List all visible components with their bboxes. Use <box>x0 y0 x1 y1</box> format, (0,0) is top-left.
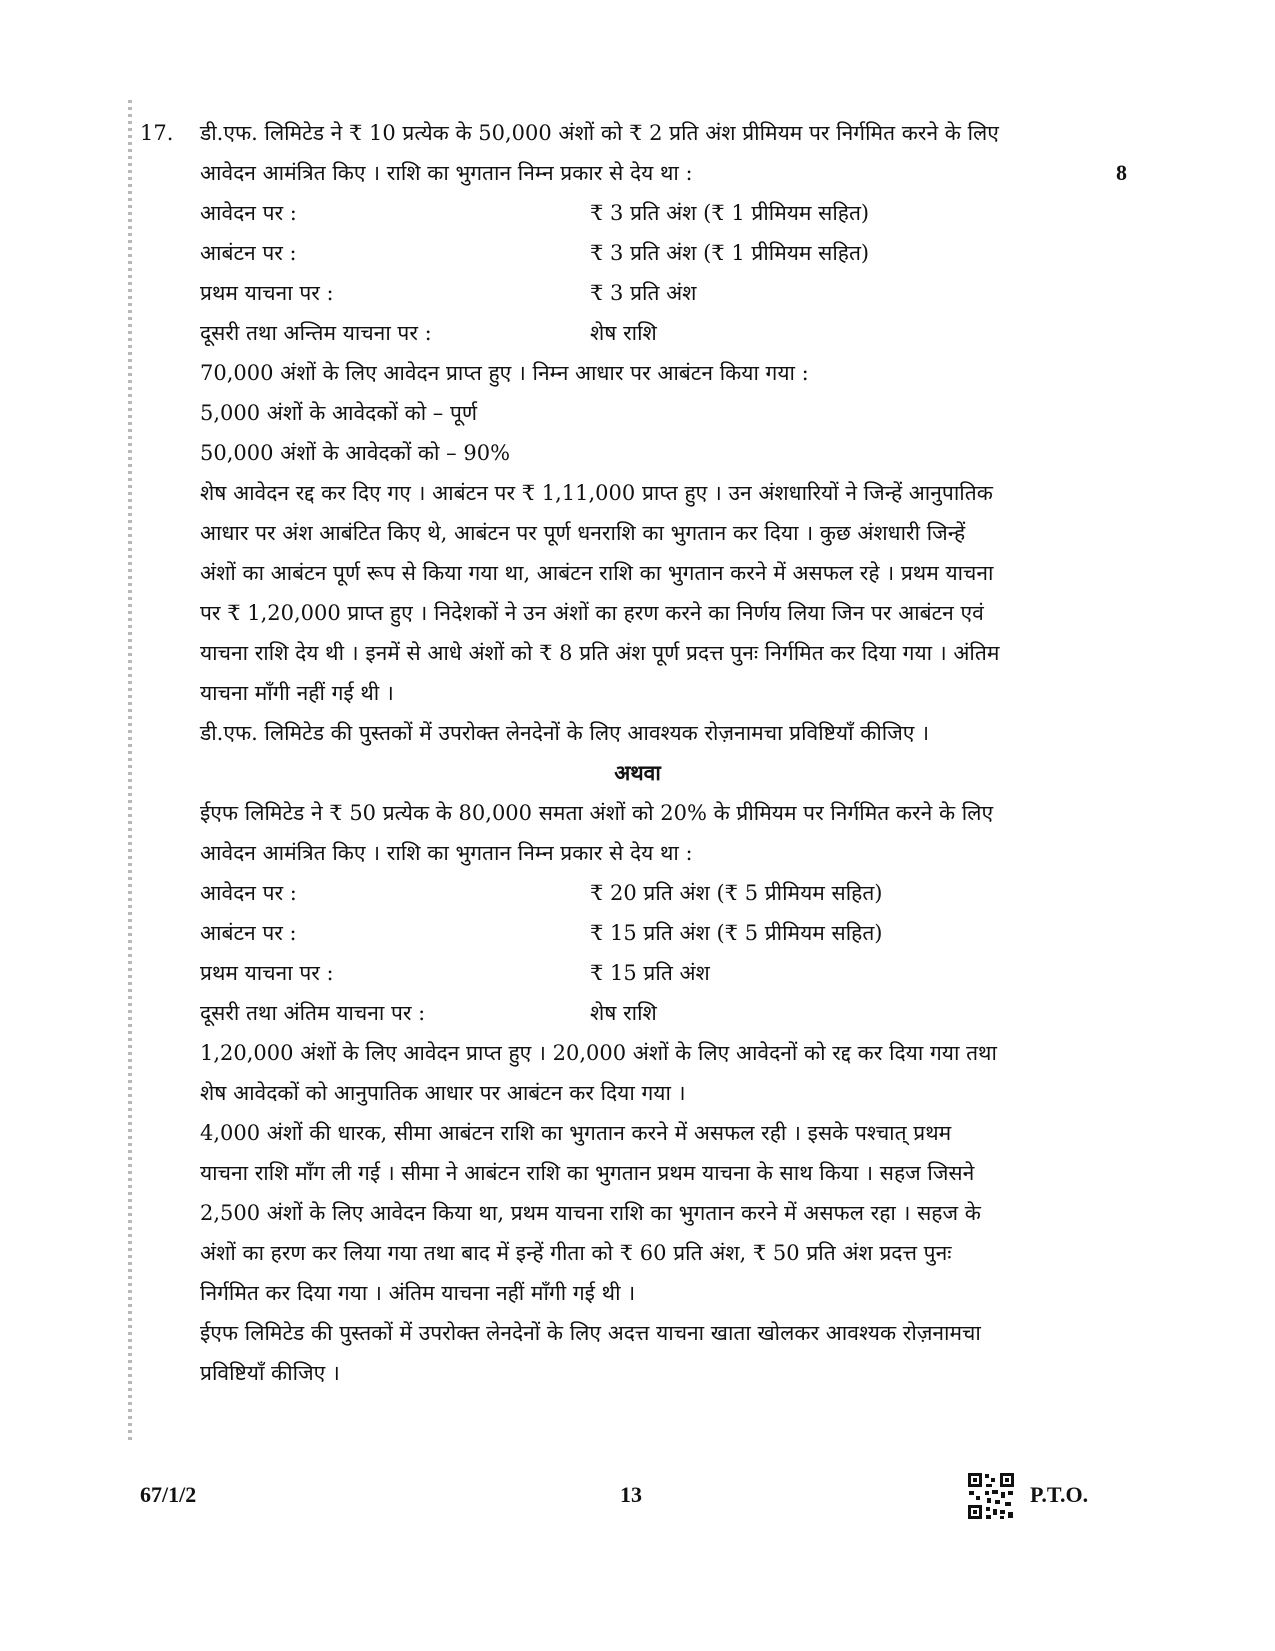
q2-text-line: ईएफ लिमिटेड की पुस्तकों में उपरोक्त लेनदेनों के लिए अदत्त याचना खाता खोलकर आवश्यक रोज़नामचा <box>200 1321 981 1345</box>
q1-text-line: शेष आवेदन रद्द कर दिए गए । आबंटन पर ₹ 1,11,000 प्राप्त हुए । उन अंशधारियों ने जिन्हें आनुपातिक <box>200 481 993 505</box>
q1-intro-line-1: डी.एफ. लिमिटेड ने ₹ 10 प्रत्येक के 50,000 अंशों को ₹ 2 प्रति अंश प्रीमियम पर निर्गमित करने के लिए <box>200 121 999 145</box>
q1-text-line: 70,000 अंशों के लिए आवेदन प्राप्त हुए । निम्न आधार पर आबंटन किया गया : <box>200 361 809 385</box>
q1-intro-line-2: आवेदन आमंत्रित किए । राशि का भुगतान निम्न प्रकार से देय था : <box>200 161 693 185</box>
q1-text-line: 5,000 अंशों के आवेदकों को – पूर्ण <box>200 401 478 425</box>
q2-schedule-label: आबंटन पर : <box>200 921 297 945</box>
q2-schedule-value: ₹ 15 प्रति अंश (₹ 5 प्रीमियम सहित) <box>590 921 883 945</box>
q2-text-line: प्रविष्टियाँ कीजिए । <box>200 1361 340 1385</box>
q1-text-line: पर ₹ 1,20,000 प्राप्त हुए । निदेशकों ने उन अंशों का हरण करने का निर्णय लिया जिन पर आबंटन एवं <box>200 601 984 625</box>
q1-text-line: अंशों का आबंटन पूर्ण रूप से किया गया था, आबंटन राशि का भुगतान करने में असफल रहे । प्रथम याचना <box>200 561 994 585</box>
q1-schedule-value: शेष राशि <box>590 321 657 345</box>
q1-text-line: डी.एफ. लिमिटेड की पुस्तकों में उपरोक्त लेनदेनों के लिए आवश्यक रोज़नामचा प्रविष्टियाँ कीजिए । <box>200 721 930 745</box>
pto-label: P.T.O. <box>1030 1482 1089 1507</box>
q2-text-line: अंशों का हरण कर लिया गया तथा बाद में इन्हें गीता को ₹ 60 प्रति अंश, ₹ 50 प्रति अंश प्रदत्त पुनः <box>200 1241 952 1265</box>
page-number: 13 <box>620 1482 642 1507</box>
question-number: 17. <box>140 121 174 145</box>
q1-text-line: याचना राशि देय थी । इनमें से आधे अंशों को ₹ 8 प्रति अंश पूर्ण प्रदत्त पुनः निर्गमित कर दिया गया । अंतिम <box>200 641 1000 665</box>
q2-intro-line-2: आवेदन आमंत्रित किए । राशि का भुगतान निम्न प्रकार से देय था : <box>200 841 693 865</box>
q2-schedule-value: ₹ 15 प्रति अंश <box>590 961 710 985</box>
q2-text-line: निर्गमित कर दिया गया । अंतिम याचना नहीं माँगी गई थी । <box>200 1281 636 1305</box>
q2-intro-line-1: ईएफ लिमिटेड ने ₹ 50 प्रत्येक के 80,000 समता अंशों को 20% के प्रीमियम पर निर्गमित करने के लिए <box>200 801 994 825</box>
q1-schedule-label: आवेदन पर : <box>200 201 297 225</box>
qr-code-icon <box>967 1472 1015 1520</box>
q1-schedule-value: ₹ 3 प्रति अंश (₹ 1 प्रीमियम सहित) <box>590 241 870 265</box>
q2-schedule-value: शेष राशि <box>590 1001 657 1025</box>
q2-text-line: 2,500 अंशों के लिए आवेदन किया था, प्रथम याचना राशि का भुगतान करने में असफल रहा । सहज के <box>200 1201 981 1225</box>
q2-schedule-label: दूसरी तथा अंतिम याचना पर : <box>200 1001 426 1025</box>
q2-schedule-label: प्रथम याचना पर : <box>200 961 334 985</box>
q1-schedule-label: आबंटन पर : <box>200 241 297 265</box>
q1-text-line: आधार पर अंश आबंटित किए थे, आबंटन पर पूर्ण धनराशि का भुगतान कर दिया । कुछ अंशधारी जिन्हें <box>200 521 966 545</box>
q2-text-line: याचना राशि माँग ली गई । सीमा ने आबंटन राशि का भुगतान प्रथम याचना के साथ किया । सहज जिसने <box>200 1161 975 1185</box>
paper-code: 67/1/2 <box>140 1482 197 1507</box>
q2-text-line: शेष आवेदकों को आनुपातिक आधार पर आबंटन कर दिया गया । <box>200 1081 686 1105</box>
marks: 8 <box>1116 160 1127 185</box>
q1-schedule-label: दूसरी तथा अन्तिम याचना पर : <box>200 321 432 345</box>
q1-text-line: याचना माँगी नहीं गई थी । <box>200 681 394 705</box>
q2-text-line: 1,20,000 अंशों के लिए आवेदन प्राप्त हुए । 20,000 अंशों के लिए आवेदनों को रद्द कर दिया गया तथा <box>200 1041 997 1065</box>
q2-text-line: 4,000 अंशों की धारक, सीमा आबंटन राशि का भुगतान करने में असफल रही । इसके पश्चात् प्रथम <box>200 1121 952 1145</box>
q1-schedule-value: ₹ 3 प्रति अंश (₹ 1 प्रीमियम सहित) <box>590 201 870 225</box>
q1-schedule-value: ₹ 3 प्रति अंश <box>590 281 697 305</box>
q1-text-line: 50,000 अंशों के आवेदकों को – 90% <box>200 441 511 465</box>
q2-schedule-label: आवेदन पर : <box>200 881 297 905</box>
q1-schedule-label: प्रथम याचना पर : <box>200 281 334 305</box>
q2-schedule-value: ₹ 20 प्रति अंश (₹ 5 प्रीमियम सहित) <box>590 881 883 905</box>
or-heading: अथवा <box>614 760 661 785</box>
